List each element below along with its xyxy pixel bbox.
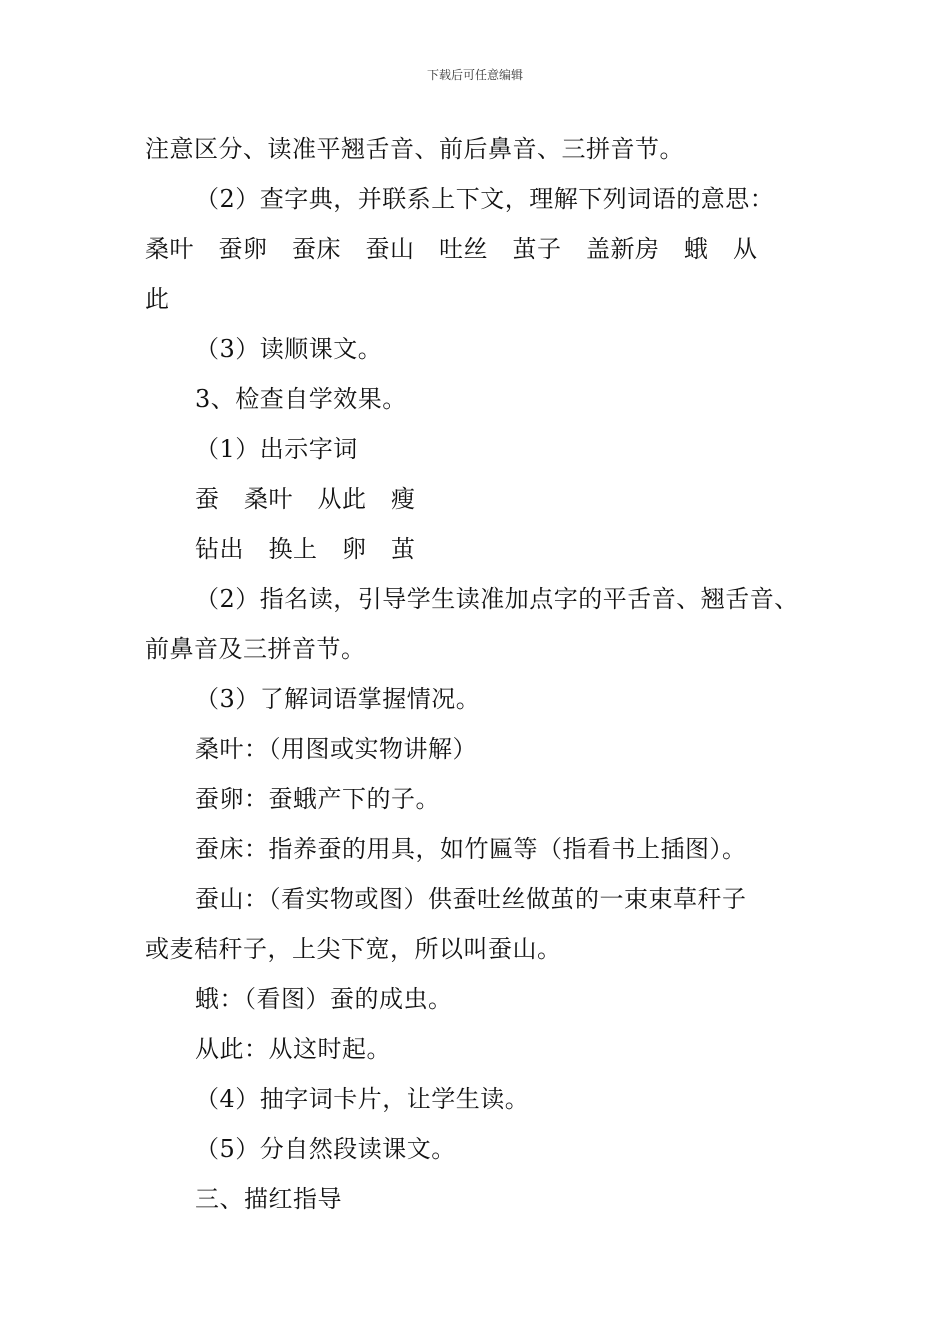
text-line: 此	[145, 285, 170, 313]
text-line: 蛾：（看图）蚕的成虫。	[195, 985, 453, 1013]
text-line: （3）了解词语掌握情况。	[195, 685, 481, 713]
text-line: （5）分自然段读课文。	[195, 1135, 456, 1163]
text-line: 前鼻音及三拼音节。	[145, 635, 366, 663]
text-line: 桑叶 蚕卵 蚕床 蚕山 吐丝 茧子 盖新房 蛾 从	[145, 235, 758, 263]
text-line: 桑叶：（用图或实物讲解）	[195, 735, 477, 763]
text-line: （2）指名读，引导学生读准加点字的平舌音、翘舌音、	[195, 585, 799, 613]
text-line: （2）查字典，并联系上下文，理解下列词语的意思：	[195, 185, 775, 213]
text-line: 三、描红指导	[195, 1185, 342, 1213]
text-line: 蚕山：（看实物或图）供蚕吐丝做茧的一束束草秆子	[195, 885, 747, 913]
document-body	[145, 124, 825, 1224]
text-line: 钻出 换上 卵 茧	[195, 535, 416, 563]
text-line: 注意区分、读准平翘舌音、前后鼻音、三拼音节。	[145, 135, 684, 163]
text-line: 或麦秸秆子，上尖下宽，所以叫蚕山。	[145, 935, 562, 963]
text-line: 从此：从这时起。	[195, 1035, 391, 1063]
text-line: 3、检查自学效果。	[195, 385, 407, 413]
text-line: 蚕 桑叶 从此 瘦	[195, 485, 416, 513]
text-line: 蚕卵：蚕蛾产下的子。	[195, 785, 440, 813]
text-line: 蚕床：指养蚕的用具，如竹匾等（指看书上插图）。	[195, 835, 747, 863]
page-header: 下载后可任意编辑	[426, 68, 523, 82]
text-line: （1）出示字词	[195, 435, 358, 463]
text-line: （3）读顺课文。	[195, 335, 383, 363]
text-line: （4）抽字词卡片，让学生读。	[195, 1085, 530, 1113]
